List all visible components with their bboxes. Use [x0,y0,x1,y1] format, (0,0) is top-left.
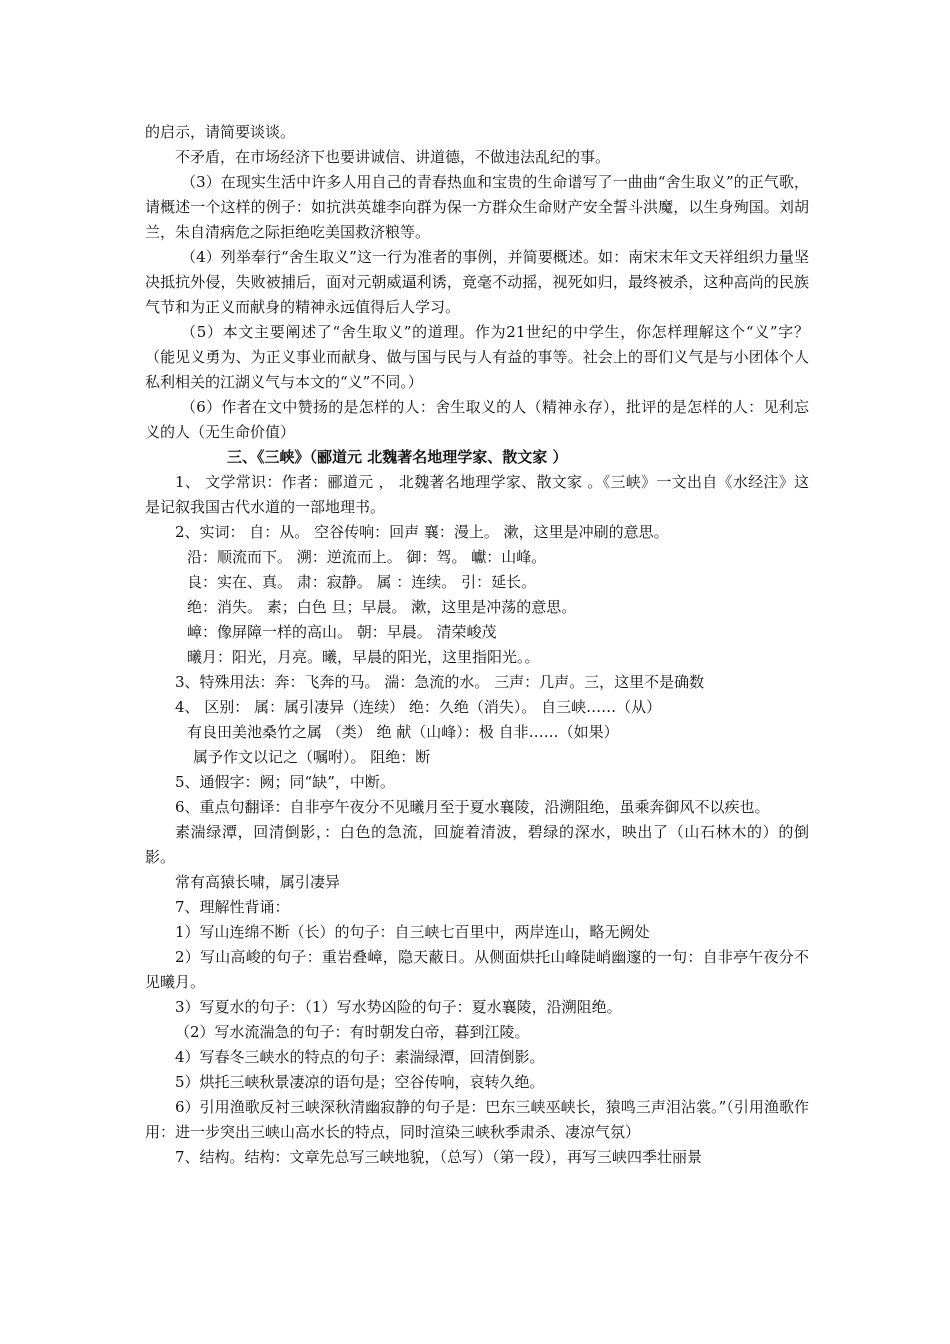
paragraph-p2: （3）在现实生活中许多人用自己的青春热血和宝贵的生命谱写了一曲曲“舍生取义”的正气歌，请概述一个这样的例子：如抗洪英雄李向群为保一方群众生命财产安全誓斗洪魔，以生身殉国。刘胡兰，朱自清病危之际拒绝吃美国救济粮等。 [145,173,809,241]
paragraph-p23: 2）写山高峻的句子：重岩叠嶂，隐天蔽日。从侧面烘托山峰陡峭幽邃的一句：自非亭午夜分不见曦月。 [145,948,809,991]
paragraph-p10: 绝：消失。 素；白色 旦；早晨。 漱，这里是冲荡的意思。 [187,598,577,616]
paragraph-p8: 沿：顺流而下。 溯：逆流而上。 御：驾。 巘：山峰。 [187,548,547,566]
paragraph-p4: （5）本文主要阐述了“舍生取义”的道理。作为21世纪的中学生，你怎样理解这个“义”字？（能见义勇为、为正义事业而献身、做与国与民与人有益的事等。社会上的哥们义气是与小团体个人私利相关的江湖义气与本文的“义”不同。） [145,323,809,391]
paragraph-p20: 常有高猿长啸，属引凄异 [175,873,341,891]
paragraph-p3: （4）列举奉行“舍生取义”这一行为准者的事例，并简要概述。如：南宋末年文天祥组织力量坚决抵抗外侵，失败被捕后，面对元朝威逼利诱，竟毫不动摇，视死如归，最终被杀，这种高尚的民族气节和为正义而献身的精神永远值得后人学习。 [145,248,809,316]
paragraph-p19: 素湍绿潭，回清倒影，：白色的急流，回旋着清波，碧绿的深水，映出了（山石林木的）的倒影。 [145,823,809,866]
paragraph-p26: 4）写春冬三峡水的特点的句子：素湍绿潭，回清倒影。 [175,1048,545,1066]
paragraph-p13: 3、特殊用法：奔：飞奔的马。 湍：急流的水。 三声：几声。三，这里不是确数 [175,673,705,691]
paragraph-p15: 有良田美池桑竹之属 （类） 绝 献（山峰）：极 自非……（如果） [187,723,619,741]
paragraph-p7: 2、实词： 自：从。 空谷传响：回声 襄：漫上。 漱，这里是冲刷的意思。 [175,523,669,541]
paragraph-p9: 良：实在、真。 肃：寂静。 属 ：连续。 引：延长。 [187,573,537,591]
paragraph-p24: 3）写夏水的句子：（1）写水势凶险的句子：夏水襄陵，沿溯阻绝。 [175,998,622,1016]
paragraph-p17: 5、通假字：阙；同“缺”，中断。 [175,773,395,791]
paragraph-p5: （6）作者在文中赞扬的是怎样的人：舍生取义的人（精神永存），批评的是怎样的人：见利忘义的人（无生命价值） [145,398,809,441]
paragraph-p27: 5）烘托三峡秋景凄凉的语句是；空谷传响，哀转久绝。 [175,1073,545,1091]
paragraph-p25: （2）写水流湍急的句子：有时朝发白帝，暮到江陵。 [175,1023,530,1041]
paragraph-p21: 7、理解性背诵： [175,898,290,916]
paragraph-p29: 7、结构。结构：文章先总写三峡地貌，（总写）（第一段），再写三峡四季壮丽景 [175,1148,703,1166]
section-heading: 三、《三峡》（郦道元 北魏著名地理学家、散文家 ） [227,448,568,466]
paragraph-p0: 的启示，请简要谈谈。 [145,123,296,141]
document-page [145,120,809,1170]
paragraph-p22: 1）写山连绵不断（长）的句子：自三峡七百里中，两岸连山，略无阙处 [175,923,650,941]
paragraph-p6: 1、 文学常识：作者：郦道元 ， 北魏著名地理学家、散文家 。《三峡》一文出自《水经注》这是记叙我国古代水道的一部地理书。 [145,473,809,516]
paragraph-p16: 属予作文以记之（嘱咐）。 阻绝：断 [193,748,431,766]
paragraph-p14: 4、 区别： 属：属引凄异（连续） 绝：久绝（消失）。 自三峡……（从） [175,698,662,716]
paragraph-p18: 6、重点句翻译：自非亭午夜分不见曦月至于夏水襄陵，沿溯阻绝，虽乘奔御风不以疾也。 [175,798,770,816]
paragraph-p12: 曦月：阳光，月亮。曦，早晨的阳光，这里指阳光。。 [187,648,540,666]
paragraph-p11: 嶂：像屏障一样的高山。 朝：早晨。 清荣峻茂 [187,623,497,641]
paragraph-p28: 6）引用渔歌反衬三峡深秋清幽寂静的句子是：巴东三峡巫峡长，猿鸣三声泪沾裳。”（引用渔歌作用：进一步突出三峡山高水长的特点，同时渲染三峡秋季肃杀、凄凉气氛） [145,1098,809,1141]
paragraph-p1: 不矛盾，在市场经济下也要讲诚信、讲道德，不做违法乱纪的事。 [175,148,611,166]
